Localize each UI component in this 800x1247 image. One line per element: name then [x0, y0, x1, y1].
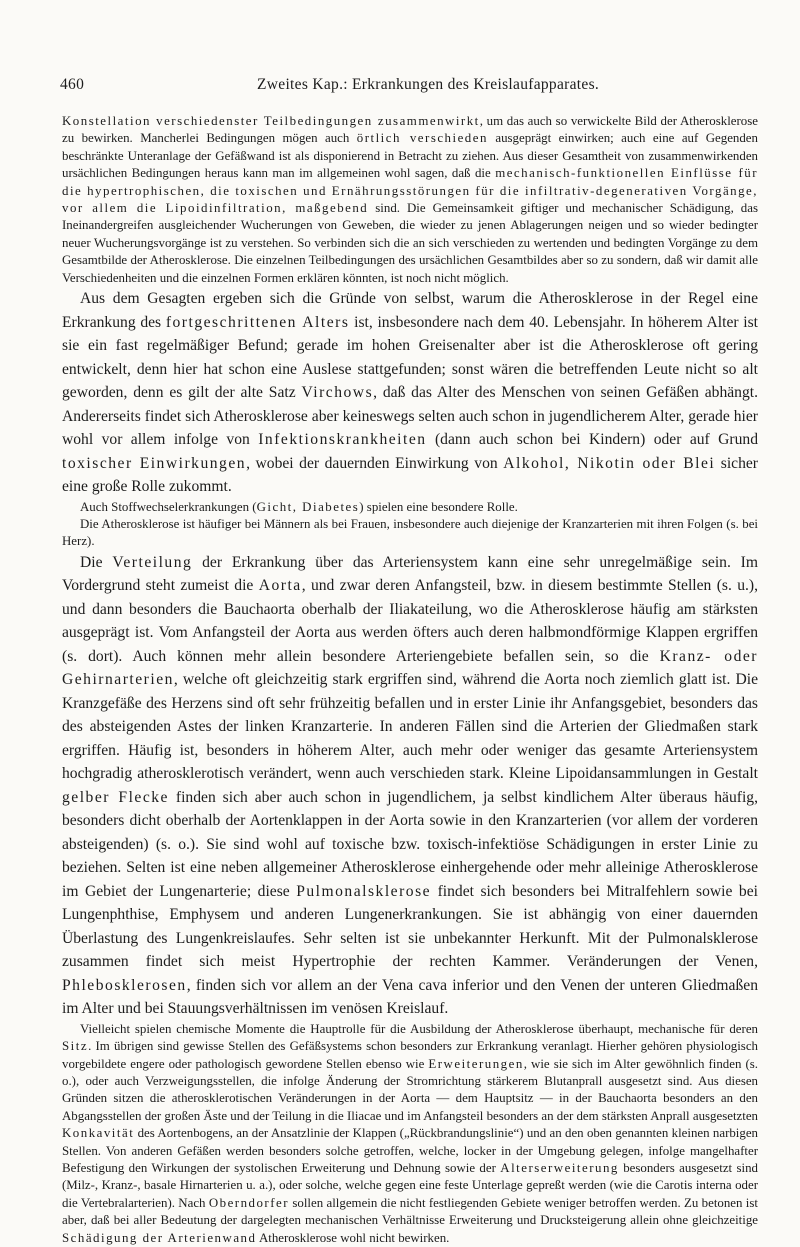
text-run: sollen allgemein die nicht festliegenden Gebiete weniger betroffen werden. Zu betonen ist aber, daß bei aller Bedeutung der dargelegten mechanischen Verhältnisse Erweiterung und Drucksteigerung allein ohne gleichzeitige: [62, 1195, 758, 1228]
text-run: Auch Stoffwechselerkrankungen (: [80, 499, 257, 514]
page-header: [60, 74, 758, 96]
emphasized-text: mechanisch-funktionellen Einflüsse für die hypertrophischen, die toxischen und Ernährungsstörungen für die infiltrativ-degenerativen Vorgänge, vor allem die Lipoidinfiltration, maßgebend: [62, 166, 758, 216]
emphasized-text: Konstellation verschiedenster Teilbedingungen zusammenwirkt: [62, 114, 480, 128]
paragraph: [62, 287, 758, 499]
text-run: besonders ausgesetzt sind (Milz-, Kranz-, basale Hirnarterien u. a.), oder solche, welche gegen eine feste Unterlage gepreßt werden (wie die Carotis interna oder die Vertebralarterien). Nach: [62, 1161, 758, 1210]
emphasized-text: örtlich verschieden: [356, 131, 488, 146]
emphasized-text: Pulmonalsklerose: [296, 882, 432, 900]
text-run: des Aortenbogens, an der Ansatzlinie der Klappen („Rückbrandungslinie“) und an den oben genannten kleinen narbigen Stellen. Von anderen Gefäßen werden besonders solche getroffen, welche, locker in der Umgebung gelegen, infolge mangelhafter Befestigung den Wirkungen der systolischen Erweiterung und Dehnung sowie der: [62, 1126, 758, 1176]
emphasized-text: fortgeschrittenen Alters: [165, 313, 350, 331]
text-run: , wie sie sich im Alter gewöhnlich finden (s. o.), oder auch Verzweigungsstellen, die infolge Änderung der Stromrichtung stärkerem Blutanprall ausgesetzt sind. Aus diesen Gründen sitzen die atherosklerotischen Veränderungen in der Aorta — dem Hauptsitz — in der Bauchaorta besonders an den Abgangsstellen der großen Äste und der Teilung in die Iliacae und im Anfangsteil besonders an der dem stärksten Anprall ausgesetzten: [62, 1056, 758, 1123]
emphasized-text: Verteilung: [112, 553, 193, 571]
text-run: , daß das Alter des Menschen von seinen Gefäßen abhängt. Andererseits findet sich Atherosklerose aber keineswegs selten auch schon in jugendlicherem Alter, gerade hier wohl vor allem infolge von: [62, 384, 758, 449]
text-run: . Im übrigen sind gewisse Stellen des Gefäßsystems schon besonders zur Erkrankung veranlagt. Hierher gehören physiologisch vorgebildete engere oder pathologisch gewordene Stellen ebenso wie: [62, 1039, 758, 1071]
text-run: , um das auch so verwickelte Bild der Atherosklerose zu bewirken. Mancherlei Bedingungen mögen auch: [62, 114, 758, 146]
emphasized-text: Alkohol, Nikotin oder Blei: [503, 454, 716, 472]
text-run: sicher eine große Rolle zukommt.: [62, 454, 758, 496]
text-run: ) spielen eine besondere Rolle.: [359, 499, 518, 514]
page-number: 460: [60, 76, 85, 93]
emphasized-text: gelber Flecke: [62, 788, 169, 806]
text-run: ist, insbesondere nach dem 40. Lebensjahr. In höherem Alter ist sie ein fast regelmäßiger Befund; gerade im hohen Greisenalter aber ist die Atherosklerose oft gering entwickelt, denn hier hat schon eine Auslese stattgefunden; sonst wären die betreffenden Leute nicht so alt geworden, denn es gilt der alte Satz: [62, 313, 759, 402]
text-run: Die Atherosklerose ist häufiger bei Männern als bei Frauen, insbesondere auch diejenige der Kranzarterien mit ihren Folgen (s. bei Herz).: [62, 516, 758, 549]
emphasized-text: Phlebosklerosen: [62, 976, 187, 994]
emphasized-text: toxischer Einwirkungen: [62, 454, 247, 472]
emphasized-text: Virchows: [301, 384, 374, 402]
text-run: (dann auch schon bei Kindern) oder auf Grund: [426, 431, 758, 449]
emphasized-text: Alterserweiterung: [500, 1161, 619, 1176]
text-run: , wobei der dauernden Einwirkung von: [246, 454, 504, 472]
text-run: , welche oft gleichzeitig stark ergriffen sind, während die Aorta noch ziemlich glatt ist. Die Kranzgefäße des Herzens sind oft sehr frühzeitig befallen und in erster Linie ihr Anfangsgebiet, besonders das des absteigenden Astes der linken Kranzarterie. In anderen Fällen sind die Arterien der Gliedmaßen stark ergriffen. Häufig ist, besonders in höherem Alter, auch mehr oder weniger das gesamte Arteriensystem hochgradig atherosklerotisch verändert, wenn auch verschieden stark. Kleine Lipoidansammlungen in Gestalt: [62, 671, 758, 783]
paragraph: [62, 551, 758, 1021]
text-run: Aus dem Gesagten ergeben sich die Gründe von selbst, warum die Atherosklerose in der Regel eine Erkrankung des: [62, 290, 758, 331]
emphasized-text: Erweiterungen: [428, 1056, 524, 1071]
emphasized-text: Infektionskrankheiten: [258, 431, 427, 449]
text-run: Die: [80, 553, 113, 571]
body-text: [62, 113, 758, 1247]
paragraph: [62, 499, 758, 516]
emphasized-text: Sitz: [62, 1039, 89, 1054]
text-run: finden sich aber auch schon in jugendlichem, ja selbst kindlichem Alter überaus häufig, besonders dicht oberhalb der Aortenklappen in der Aorta sowie in den Kranzarterien (vor allem der vorderen absteigenden) (s. o.). Sie sind wohl auf toxische bzw. toxisch-infektiöse Schädigungen in erster Linie zu beziehen. Selten ist eine neben allgemeiner Atherosklerose einhergehende oder mehr alleinige Atherosklerose im Gebiet der Lungenarterie; diese: [62, 788, 758, 900]
emphasized-text: Gicht, Diabetes: [256, 499, 360, 514]
emphasized-text: Oberndorfer: [208, 1195, 290, 1210]
running-title: Zweites Kap.: Erkrankungen des Kreislaufapparates.: [257, 76, 600, 93]
emphasized-text: Kranz- oder Gehirnarterien: [62, 647, 758, 689]
paragraph: [62, 516, 758, 551]
emphasized-text: Schädigung der Arterienwand: [62, 1230, 257, 1245]
emphasized-text: Aorta: [258, 577, 302, 595]
text-run: der Erkrankung über das Arteriensystem kann eine sehr unregelmäßige sein. Im Vordergrund steht zumeist die: [62, 553, 758, 595]
text-run: , finden sich vor allem an der Vena cava inferior und den Venen der unteren Gliedmaßen im Alter und bei Stauungsverhältnissen im venösen Kreislauf.: [62, 976, 758, 1018]
text-run: ausgeprägt einwirken; auch eine auf Gegenden beschränkte Unteranlage der Gefäßwand ist als disponierend in Betracht zu ziehen. Aus dieser Gesamtheit von zusammenwirkenden ursächlichen Bedingungen heraus kann man im allgemeinen wohl sagen, daß die: [62, 131, 758, 181]
text-run: Vielleicht spielen chemische Momente die Hauptrolle für die Ausbildung der Atherosklerose überhaupt, mechanische für deren: [80, 1021, 758, 1036]
text-run: findet sich besonders bei Mitralfehlern sowie bei Lungenphthise, Emphysem und anderen Lungenerkrankungen. Sie ist abhängig von einer dauernden Überlastung des Lungenkreislaufes. Sehr selten ist sie unbekannter Herkunft. Mit der Pulmonalsklerose zusammen findet sich meist Hypertrophie der rechten Kammer. Veränderungen der Venen,: [62, 882, 758, 971]
text-run: Atherosklerose wohl nicht bewirken.: [256, 1230, 450, 1245]
text-run: , und zwar deren Anfangsteil, bzw. in diesem bestimmte Stellen (s. u.), und dann besonders die Bauchaorta oberhalb der Iliakateilung, wo die Atherosklerose häufig am stärksten ausgeprägt ist. Vom Anfangsteil der Aorta aus werden öfters auch deren halbmondförmige Klappen ergriffen (s. dort). Auch können mehr allein besondere Arteriengebiete befallen sein, so die: [62, 577, 758, 665]
paragraph: [62, 113, 758, 287]
paragraph: [62, 1021, 758, 1247]
text-run: sind. Die Gemeinsamkeit giftiger und mechanischer Schädigung, das Ineinandergreifen ausgleichender Wucherungen von Geweben, die wieder zu jenen Ablagerungen neigen und so wieder bedingter neuer Wucherungsvorgänge ist zu verstehen. So verbinden sich die an sich verschieden zu wertenden und bedingten Vorgänge zu dem Gesamtbilde der Atherosklerose. Die einzelnen Teilbedingungen des ursächlichen Gesamtbildes aber so zu sondern, daß wir damit alle Verschiedenheiten und die einzelnen Formen erklären könnten, ist noch nicht möglich.: [62, 201, 758, 285]
emphasized-text: Konkavität: [62, 1126, 135, 1141]
